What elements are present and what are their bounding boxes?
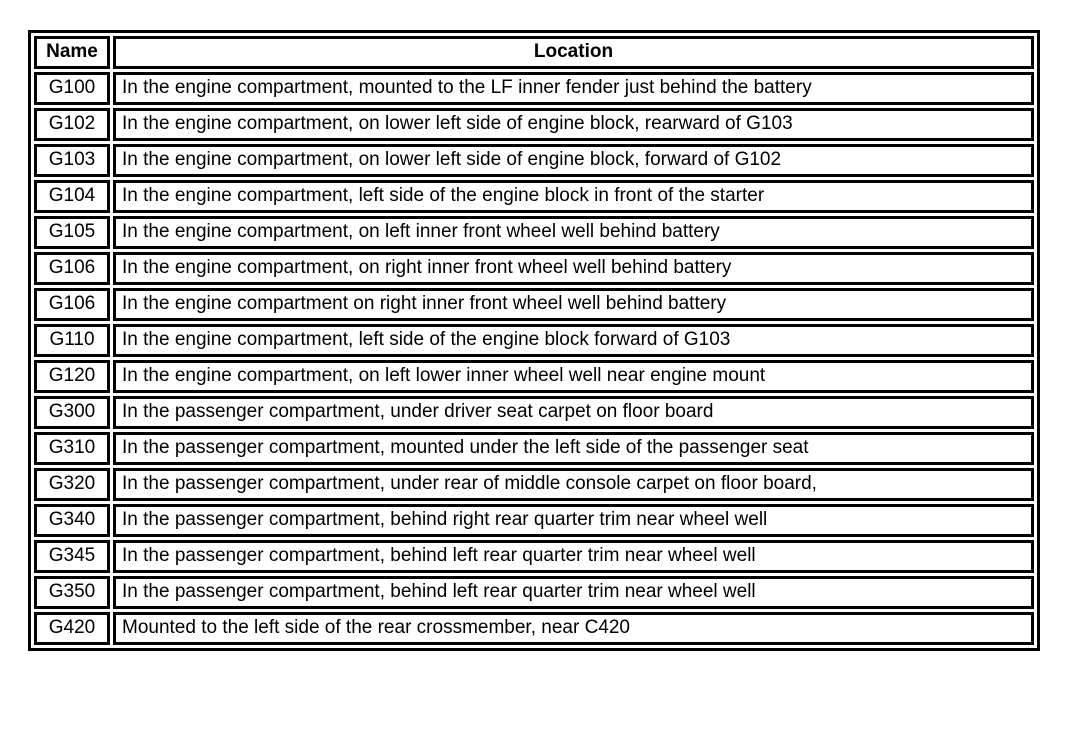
ground-name-cell: G106 [34, 288, 110, 321]
table-row [34, 576, 1034, 609]
header-cell-location: Location [113, 36, 1034, 69]
ground-location-cell: In the engine compartment, on lower left side of engine block, rearward of G103 [113, 108, 1034, 141]
ground-location-cell: In the engine compartment, on left inner front wheel well behind battery [113, 216, 1034, 249]
table-body [34, 72, 1034, 645]
ground-location-cell: In the passenger compartment, mounted under the left side of the passenger seat [113, 432, 1034, 465]
ground-location-cell: In the passenger compartment, under rear of middle console carpet on floor board, [113, 468, 1034, 501]
ground-name-cell: G120 [34, 360, 110, 393]
ground-name-cell: G320 [34, 468, 110, 501]
table-row [34, 144, 1034, 177]
ground-name-cell: G104 [34, 180, 110, 213]
ground-name-cell: G345 [34, 540, 110, 573]
ground-location-cell: In the passenger compartment, behind left rear quarter trim near wheel well [113, 540, 1034, 573]
ground-name-cell: G300 [34, 396, 110, 429]
ground-location-cell: In the engine compartment, on lower left side of engine block, forward of G102 [113, 144, 1034, 177]
ground-location-cell: In the engine compartment, on right inner front wheel well behind battery [113, 252, 1034, 285]
ground-location-cell: In the engine compartment, on left lower inner wheel well near engine mount [113, 360, 1034, 393]
ground-name-cell: G340 [34, 504, 110, 537]
table-row [34, 612, 1034, 645]
header-cell-name: Name [34, 36, 110, 69]
ground-name-cell: G102 [34, 108, 110, 141]
header-row [34, 36, 1034, 69]
ground-location-cell: Mounted to the left side of the rear crossmember, near C420 [113, 612, 1034, 645]
table-row [34, 504, 1034, 537]
table-row [34, 540, 1034, 573]
ground-location-cell: In the passenger compartment, under driver seat carpet on floor board [113, 396, 1034, 429]
ground-locations-table [28, 30, 1040, 651]
ground-name-cell: G350 [34, 576, 110, 609]
ground-location-cell: In the engine compartment, left side of the engine block in front of the starter [113, 180, 1034, 213]
table-row [34, 396, 1034, 429]
table-row [34, 180, 1034, 213]
ground-name-cell: G100 [34, 72, 110, 105]
ground-location-cell: In the passenger compartment, behind left rear quarter trim near wheel well [113, 576, 1034, 609]
ground-name-cell: G310 [34, 432, 110, 465]
ground-location-cell: In the engine compartment, mounted to the LF inner fender just behind the battery [113, 72, 1034, 105]
table-row [34, 288, 1034, 321]
ground-name-cell: G105 [34, 216, 110, 249]
ground-name-cell: G106 [34, 252, 110, 285]
table-row [34, 432, 1034, 465]
table-row [34, 324, 1034, 357]
ground-location-cell: In the engine compartment on right inner front wheel well behind battery [113, 288, 1034, 321]
table-row [34, 108, 1034, 141]
table-row [34, 360, 1034, 393]
table-row [34, 252, 1034, 285]
ground-name-cell: G420 [34, 612, 110, 645]
ground-location-cell: In the engine compartment, left side of the engine block forward of G103 [113, 324, 1034, 357]
table-row [34, 72, 1034, 105]
table-row [34, 468, 1034, 501]
ground-location-cell: In the passenger compartment, behind right rear quarter trim near wheel well [113, 504, 1034, 537]
table-row [34, 216, 1034, 249]
table-header [34, 36, 1034, 69]
ground-name-cell: G110 [34, 324, 110, 357]
ground-name-cell: G103 [34, 144, 110, 177]
